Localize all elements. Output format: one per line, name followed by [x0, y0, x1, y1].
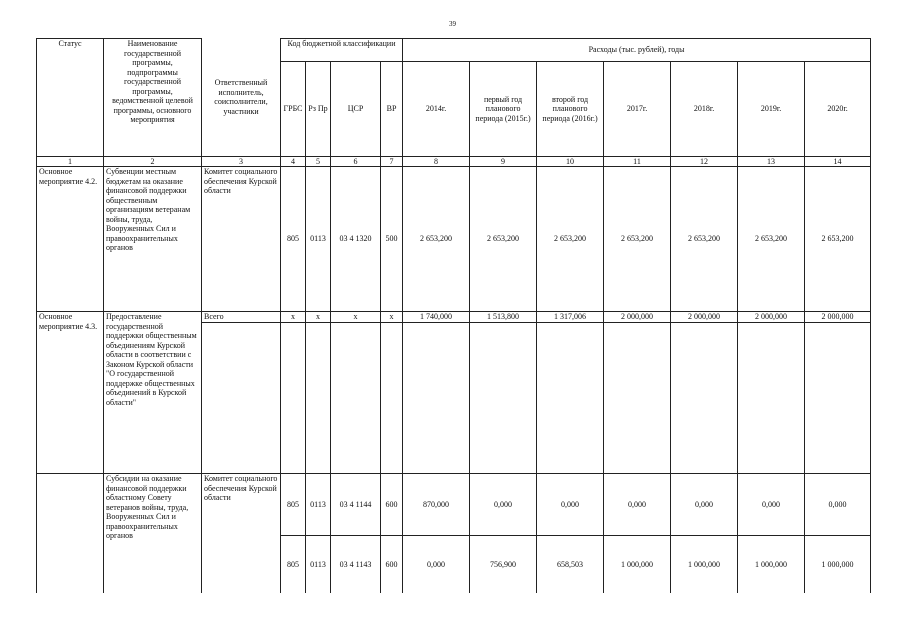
row-value-2018: 2 000,000: [671, 312, 738, 323]
col-number: 6: [331, 157, 381, 167]
row-rzpr: 0113: [306, 536, 331, 593]
row-status-empty: [37, 474, 104, 593]
column-numbers-row: [37, 157, 871, 167]
header-executor: Ответственный исполнитель, соисполнители, участники: [202, 39, 281, 157]
row-value-2020: 1 000,000: [805, 536, 871, 593]
row-name: Субвенции местным бюджетам на оказание финансовой поддержки общественным организациям ветеранам войны, труда, Вооруженных Сил и правоохранительных органов: [104, 167, 202, 312]
header-vr: ВР: [381, 62, 403, 157]
row-value-2016: 1 317,006: [537, 312, 604, 323]
header-2017: 2017г.: [604, 62, 671, 157]
col-number: 10: [537, 157, 604, 167]
header-status: Статус: [37, 39, 104, 157]
row-value-2017: 1 000,000: [604, 536, 671, 593]
header-rzpr: Рз Пр: [306, 62, 331, 157]
row-status: Основное мероприятие 4.2.: [37, 167, 104, 312]
table-row: [37, 312, 871, 323]
row-value-2015: 0,000: [470, 474, 537, 536]
header-2014: 2014г.: [403, 62, 470, 157]
row-value-2020: 0,000: [805, 474, 871, 536]
header-2016: второй год планового периода (2016г.): [537, 62, 604, 157]
row-vr: 500: [381, 167, 403, 312]
header-grbs: ГРБС: [281, 62, 306, 157]
row-value-2016: 2 653,200: [537, 167, 604, 312]
budget-table: [36, 38, 871, 593]
row-value-2018: 2 653,200: [671, 167, 738, 312]
row-value-2018: 1 000,000: [671, 536, 738, 593]
row-grbs: х: [281, 312, 306, 323]
header-2019: 2019г.: [738, 62, 805, 157]
row-value-2014: 2 653,200: [403, 167, 470, 312]
row-rzpr: х: [306, 312, 331, 323]
row-rzpr: 0113: [306, 474, 331, 536]
col-number: 8: [403, 157, 470, 167]
row-value-2020: 2 653,200: [805, 167, 871, 312]
row-value-2016: 658,503: [537, 536, 604, 593]
table-row: [37, 167, 871, 312]
row-value-2014: 0,000: [403, 536, 470, 593]
row-name: Предоставление государственной поддержки общественным объединениям Курской области в соответствии с Законом Курской области "О государственной поддержке общественных объединений в Курской области": [104, 312, 202, 474]
row-value-2019: 2 000,000: [738, 312, 805, 323]
row-value-2014: 870,000: [403, 474, 470, 536]
row-value-2015: 756,900: [470, 536, 537, 593]
col-number: 5: [306, 157, 331, 167]
row-grbs: 805: [281, 536, 306, 593]
page-number: 39: [449, 20, 456, 28]
col-number: 7: [381, 157, 403, 167]
col-number: 3: [202, 157, 281, 167]
col-number: 9: [470, 157, 537, 167]
col-number: 12: [671, 157, 738, 167]
header-row-1: [37, 39, 871, 62]
row-value-2019: 1 000,000: [738, 536, 805, 593]
row-value-2018: 0,000: [671, 474, 738, 536]
row-value-2014: 1 740,000: [403, 312, 470, 323]
row-value-2017: 2 000,000: [604, 312, 671, 323]
row-vr: 600: [381, 536, 403, 593]
row-csr: 03 4 1320: [331, 167, 381, 312]
col-number: 1: [37, 157, 104, 167]
col-number: 13: [738, 157, 805, 167]
header-csr: ЦСР: [331, 62, 381, 157]
row-value-2017: 0,000: [604, 474, 671, 536]
row-csr: х: [331, 312, 381, 323]
header-2020: 2020г.: [805, 62, 871, 157]
col-number: 2: [104, 157, 202, 167]
row-value-2016: 0,000: [537, 474, 604, 536]
header-name: Наименование государственной программы, подпрограммы государственной программы, ведомственной целевой программы, основного мероприятия: [104, 39, 202, 157]
header-code-group: Код бюджетной классификации: [281, 39, 403, 62]
row-name: Субсидии на оказание финансовой поддержки областному Совету ветеранов войны, труда, Вооруженных Сил и правоохранительных органов: [104, 474, 202, 593]
row-value-2019: 0,000: [738, 474, 805, 536]
row-executor: Комитет социального обеспечения Курской области: [202, 474, 281, 593]
row-grbs: 805: [281, 474, 306, 536]
header-2018: 2018г.: [671, 62, 738, 157]
row-value-2017: 2 653,200: [604, 167, 671, 312]
col-number: 4: [281, 157, 306, 167]
row-csr: 03 4 1144: [331, 474, 381, 536]
table-row: [37, 474, 871, 536]
col-number: 14: [805, 157, 871, 167]
row-value-2020: 2 000,000: [805, 312, 871, 323]
row-rzpr: 0113: [306, 167, 331, 312]
row-executor: Комитет социального обеспечения Курской области: [202, 167, 281, 312]
col-number: 11: [604, 157, 671, 167]
header-2015: первый год планового периода (2015г.): [470, 62, 537, 157]
row-executor: Всего: [202, 312, 281, 323]
row-status: Основное мероприятие 4.3.: [37, 312, 104, 474]
row-csr: 03 4 1143: [331, 536, 381, 593]
row-value-2015: 2 653,200: [470, 167, 537, 312]
row-vr: 600: [381, 474, 403, 536]
row-value-2015: 1 513,800: [470, 312, 537, 323]
row-vr: х: [381, 312, 403, 323]
header-expenses-group: Расходы (тыс. рублей), годы: [403, 39, 871, 62]
row-grbs: 805: [281, 167, 306, 312]
row-value-2019: 2 653,200: [738, 167, 805, 312]
